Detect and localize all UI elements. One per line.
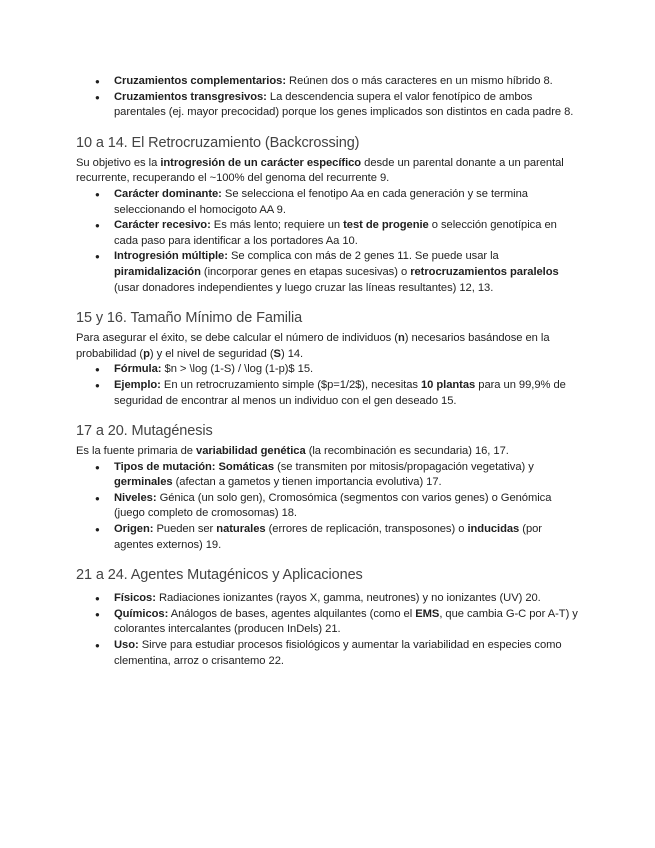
section-heading-mutagenesis: 17 a 20. Mutagénesis [76, 423, 213, 440]
list-item: ● Carácter recesivo: Es más lento; requiere un test de progenie o selección genotípica en cada paso para identificar a los portadores Aa 10. [76, 218, 581, 249]
document-content [76, 74, 581, 669]
backcrossing-list [76, 187, 581, 296]
mutagenic-agents-list [76, 591, 581, 669]
list-item: ● Tipos de mutación: Somáticas (se transmiten por mitosis/propagación vegetativa) y germinales (afectan a gametos y tienen importancia evolutiva) 17. [76, 460, 581, 491]
list-item: ● Químicos: Análogos de bases, agentes alquilantes (como el EMS, que cambia G-C por A-T) y colorantes intercalantes (producen InDels) 21. [76, 607, 581, 638]
section-paragraph: Su objetivo es la introgresión de un carácter específico desde un parental donante a un parental recurrente, recuperando el ~100% del genoma del recurrente 9. [76, 156, 564, 185]
list-item: ● Físicos: Radiaciones ionizantes (rayos X, gamma, neutrones) y no ionizantes (UV) 20. [76, 591, 581, 607]
list-item: ● Introgresión múltiple: Se complica con más de 2 genes 11. Se puede usar la piramidalización (incorporar genes en etapas sucesivas) o retrocruzamientos paralelos (usar donadores independientes y luego cruzar las líneas resultantes) 12, 13. [76, 249, 581, 296]
section-heading-mutagenic-agents: 21 a 24. Agentes Mutagénicos y Aplicaciones [76, 567, 363, 584]
family-size-list [76, 362, 581, 409]
section-paragraph: Para asegurar el éxito, se debe calcular el número de individuos (n) necesarios basándose en la probabilidad (p) y el nivel de seguridad (S) 14. [76, 332, 550, 360]
list-item: ● Uso: Sirve para estudiar procesos fisiológicos y aumentar la variabilidad en especies como clementina, arroz o crisantemo 22. [76, 638, 581, 669]
list-item: ● Cruzamientos complementarios: Reúnen dos o más caracteres en un mismo híbrido 8. [76, 74, 581, 90]
section-heading-family-size: 15 y 16. Tamaño Mínimo de Familia [76, 310, 303, 327]
section-heading-backcrossing: 10 a 14. El Retrocruzamiento (Backcrossing) [76, 134, 360, 151]
mutagenesis-list [76, 460, 581, 554]
list-item: ● Ejemplo: En un retrocruzamiento simple ($p=1/2$), necesitas 10 plantas para un 99,9% de seguridad de encontrar al menos un individuo con el gen deseado 15. [76, 378, 581, 409]
list-item: ● Cruzamientos transgresivos: La descendencia supera el valor fenotípico de ambos parentales (ej. mayor precocidad) porque los genes implicados son distintos en cada padre 8. [76, 90, 581, 121]
list-item: ● Carácter dominante: Se selecciona el fenotipo Aa en cada generación y se termina seleccionando el homocigoto AA 9. [76, 187, 581, 218]
list-item: ● Origen: Pueden ser naturales (errores de replicación, transposones) o inducidas (por agentes externos) 19. [76, 522, 581, 553]
crossing-types-list [76, 74, 581, 121]
section-paragraph: Es la fuente primaria de variabilidad genética (la recombinación es secundaria) 16, 17. [76, 445, 509, 458]
list-item: ● Niveles: Génica (un solo gen), Cromosómica (segmentos con varios genes) o Genómica (juego completo de cromosomas) 18. [76, 491, 581, 522]
list-item: ● Fórmula: $n > \log (1-S) / \log (1-p)$ 15. [76, 362, 581, 378]
